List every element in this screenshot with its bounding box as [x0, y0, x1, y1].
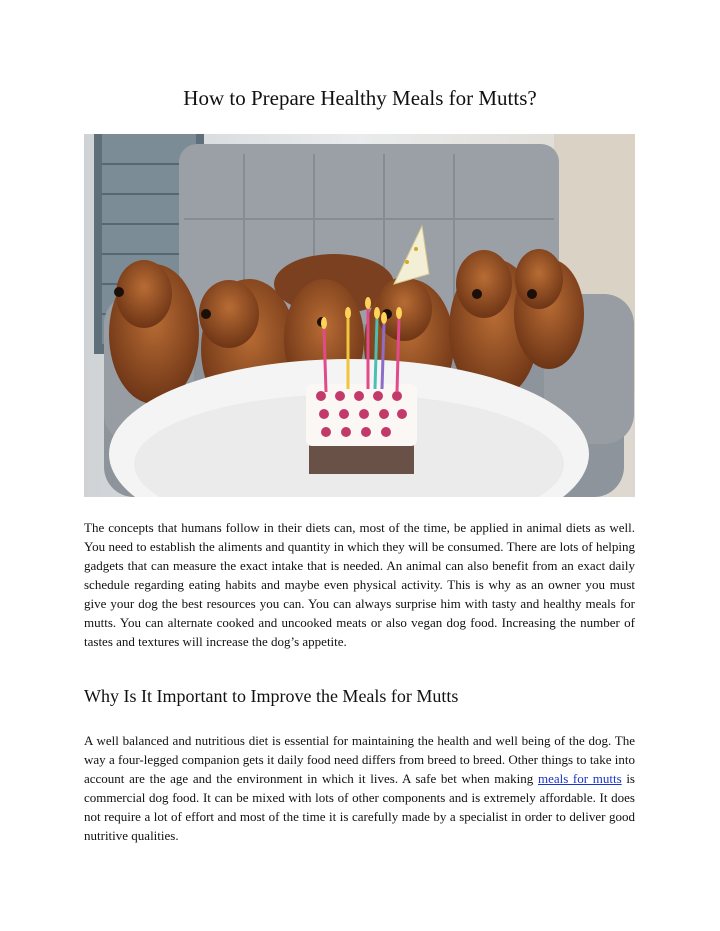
page-title: How to Prepare Healthy Meals for Mutts? [183, 86, 537, 110]
section-heading: Why Is It Important to Improve the Meals for Mutts [84, 686, 459, 706]
meals-for-mutts-link[interactable]: meals for mutts [537, 771, 622, 786]
paragraph-text-before: A well balanced and nutritious diet is essential for maintaining the health and well being of the dog. The way a four-legged companion gets it daily food need differs from breed to breed. Other things to take into account are the age and the environment in which it lives. A safe bet when making [84, 733, 635, 786]
hero-photo [84, 134, 635, 497]
paragraph-text-after: is commercial dog food. It can be mixed with lots of other components and is extremely affordable. It does not require a lot of effort and most of the time it is carefully made by a specialist in order to deliver good nutritive qualities. [84, 771, 635, 843]
body-paragraph [84, 731, 635, 845]
intro-paragraph: The concepts that humans follow in their diets can, most of the time, be applied in animal diets as well. You need to establish the aliments and quantity in which they will be consumed. There are lots of helping gadgets that can measure the exact intake that is needed. An animal can also benefit from an exact daily schedule regarding eating habits and maybe even physical activity. This is why as an owner you must give your dog the best resources you can. You can always surprise him with tasty and healthy meals for mutts. You can alternate cooked and uncooked meats or also vegan dog food. Increasing the number of tastes and textures will increase the dog’s appetite. [84, 520, 635, 649]
